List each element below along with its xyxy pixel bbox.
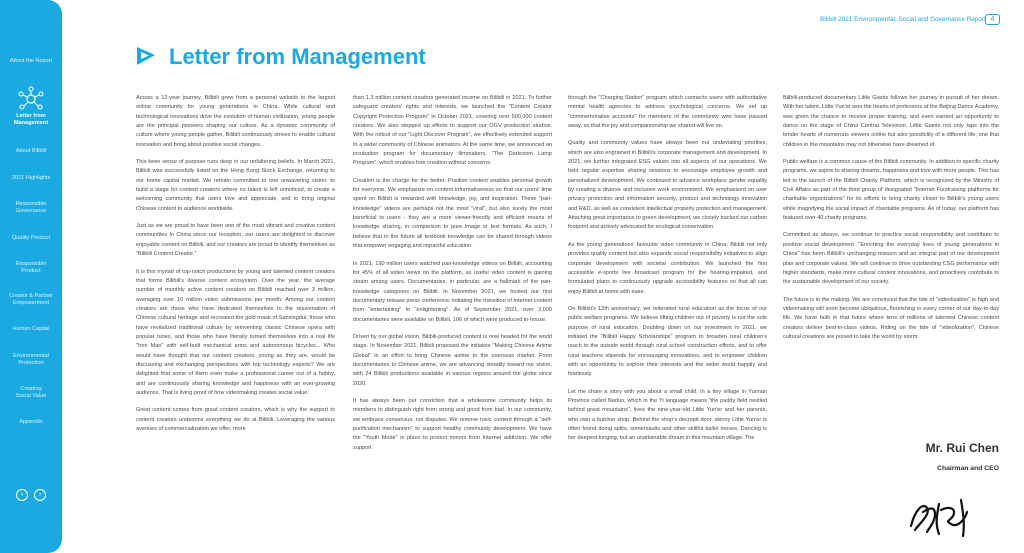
bilibili-play-logo-icon <box>135 46 157 66</box>
paragraph: Bilibili-produced documentary Little Giants follows her journey in pursuit of her dream. With her talent, Little Yun'er won the hearts of professors at the Beijing Dance Academy, was given the chance to receive proper training, and even earned an opportunity to dance on the stage of China Central Television. Little Giants not only taps into the tender hearts of numerous viewers online but also possibility of a different life, one that children in the mountains may not otherwise have dreamed of. <box>783 95 999 148</box>
letter-column-4 <box>783 94 999 464</box>
chevron-right-icon[interactable]: › <box>34 489 46 501</box>
paragraph: Public welfare is a common cause of the Bilibili community. In addition to specific charity programs, we aspire to sharing dreams, happiness and love with more people. This has led to the launch of the Bilibili Charity Platform, which is recognized by the Ministry of Civil Affairs as part of the third group of designated "Internet Fundraising platforms for charitable organizations" for its efforts to bring charity closer to Bilibili's young users while magnifying the social impact of charitable programs. As of today, our platform has featured over 40 charity programs. <box>783 159 999 222</box>
letter-column-2 <box>353 94 552 544</box>
paragraph: through the "Charging Station" program which connects users with authoritative mental health agencies to address psychological concerns. We set up "commemorative accounts" for members of the community who have passed away, so that the joy and companionship we shared will live on. <box>568 95 767 130</box>
sidebar-item-letter-from-management[interactable]: Letter from Management <box>13 113 49 126</box>
paragraph: Committed as always, we continue to practice social responsibility and contribute to positive social development. "Enriching the everyday lives of young generations in China" has been Bilibili's unchanging mission and an integral part of our development plan and corporate values. We will continue to drive outstanding CSG performance with higher standards, make more cultural content innovations, and proactively contribute to the sustainable development of our society. <box>783 232 999 286</box>
sidebar-item-about-the-report[interactable]: About the Report <box>9 58 53 64</box>
paragraph: It has always been our conviction that a wholesome community helps its members to distinguish right from wrong and good from bad. In our community, we embrace consensus, not disputes. We remove toxic content through a "self-purification mechanism" to support healthy community development. We have the "Youth Mode" in place to protect minors from Internet addiction. We offer support <box>353 397 552 451</box>
paragraph: Driven by our global vision, Bilibili-produced content is now headed for the world stage. In November 2021, Bilibili proposed the initiative "Making Chinese Anime Global" in an effort to bring Chinese anime to the overseas market. From documentaries to Chinese anime, we are advancing steadily toward our vision, with 24 Bilibili productions available in various regions around the globe since 2020. <box>353 333 552 387</box>
page-title: Letter from Management <box>169 44 426 69</box>
network-icon <box>17 86 45 112</box>
sidebar-item-quality-product[interactable]: Quality Product <box>11 235 51 241</box>
sidebar-item-creator-partner-empowerment[interactable]: Creator & Partner Empowerment <box>9 293 53 306</box>
chevron-left-icon[interactable]: ‹ <box>16 489 28 501</box>
letter-column-1 <box>136 94 335 544</box>
page-number-badge: 4 <box>985 14 1000 25</box>
sidebar-item-environmental-protection[interactable]: Environmental Protection <box>13 353 49 366</box>
letter-column-3 <box>568 94 767 544</box>
paragraph: than 1.3 million content creators generated income on Bilibili in 2021. To further safeguard creators' rights and interests, we launched the "Content Creator Copyright Protection Program" in October 2021, covering over 500,000 content creators. We also stepped up efforts to support our OGV production studios. With the rollout of our "Light Discover Program", we effectively extended support to a wider community of Chinese animators. At the same time, we announced an incubation program for documentary filmmakers, "The Darkroom Lamp Program", which enables free creation without concerns. <box>353 95 552 167</box>
paragraph: The future is in the making. We are convinced that the tide of "videolization" is high and videomaking will soon become ubiquitous, flourishing in every corner of our day-to-day life. We have faith in that future where tens of millions of talented Chinese content creators deliver best-in-class videos. Riding on the tide of "videolization", Chinese cultural creations are poised to take the world by storm. <box>783 296 999 340</box>
paragraph: Just as we are proud to have been one of the most vibrant and creative content communities in China since our inception, our users are delighted to discover enjoyable content on Bilibili, and our creators are proud to identify themselves as "Bilibili Content Creator." <box>136 223 335 258</box>
report-header-title: Bilibili 2021 Environmental, Social and Governance Report <box>820 16 986 23</box>
paragraph: Across a 12-year journey, Bilibili grew from a personal website to the largest online community for young generations in China. While cultural and technological innovations drive the evolution of human civilization, young people are the principal pioneers shaping our culture. As a dynamic community of culture where young people gather, Bilibili continuously strives to enable cultural innovation and bring about positive social changes. <box>136 95 335 148</box>
paragraph: This keen sense of purpose runs deep in our unfaltering beliefs. In March 2021, Bilibili was successfully listed on the Hong Kong Stock Exchange, returning to our home capital market. We remain committed to one unwavering vision: to build a stage for content creators where no talent is left unnoticed, to create a welcoming community that users love and appreciate, and to bring original Chinese content to audience worldwide. <box>136 159 335 212</box>
paragraph: On Bilibili's 12th anniversary, we reiterated rural education as the focus of our public welfare programs. We believe lifting children out of poverty is not the sole purpose of rural education. Doubling down on our investment in 2021, we initiated the "Bilibili Happy Scholarships" program to broaden rural children's reach to the outside world through rural school construction efforts, and to offer rural teachers stipends for encouraging innovations, and to empower children with an opportunity to explore their interests and the wider world happily and fearlessly. <box>568 305 767 378</box>
paragraph: It is this myriad of top-notch productions by young and talented content creators that forms Bilibili's diverse content ecosystem. Over the year, the average number of monthly active content creators on Bilibili reached over 3 million, averaging over 10 million video submissions per month. Among our content creators are those who have dedicated themselves to the rejuvenation of Chinese cultural heritage and recreated the gold mask of Sanxingdui; those who have revitalized traditional culture by reinventing classic Chinese opera with popular tunes, and those who have literally turned themselves into a real life "Iron Man" with self-built mechanical arms and autonomous bicycles... Who would have thought that our content creators, young as they are, would be discussing and exchanging perspectives with top technology experts? We are delighted that some of them even make a professional career out of a hobby, and are continuously sharing knowledge and happiness with an ever-growing audience. That is living proof of how videomaking creates social value. <box>136 268 335 396</box>
sidebar-item-about-bilibili[interactable]: About Bilibili <box>15 148 47 154</box>
sidebar-item-2021-highlights[interactable]: 2021 Highlights <box>11 175 51 181</box>
paragraph: Quality and community values have always been our undeviating priorities, which are also engrained in Bilibili's corporate management and development. In 2021, we further integrated ESG values into all aspects of our operations. We held regular expertise sharing sessions to encourage employee growth and personalized development. We continued to advance workplace gender equality by creating a diverse and inclusive work environment. We emphasized on user privacy protection and information security, product and technology innovation and R&D, as well as consistent intellectual property protection and management. Attaching great importance to green development, we closely tracked our carbon footprint and actively advocated for ecological conservation. <box>568 140 767 231</box>
sidebar-item-human-capital[interactable]: Human Capital <box>12 326 50 332</box>
paragraph: In 2021, 190 million users watched pan-knowledge videos on Bilibili, accounting for 45% of all video views on the platform, as useful video content is gaining steam among users. Documentaries, in particular, are a hallmark of the pan-knowledge categories on Bilibili. In November 2021, we hosted our first documentary release press conference, initiating the transition of Internet content from "entertaining" to "enlightening". As of September 2021, over 3,000 documentaries were available on Bilibili, 106 of which were produced in-house. <box>353 260 552 323</box>
paragraph: Creation is the charge for the better. Positive content enables personal growth for everyone. We emphasize on content informativeness so that our users' time spent on Bilibili is rewarded with knowledge, joy, and inspiration. These "pan-knowledge" videos are perhaps not the most "viral", but also surely the most beneficial to users - they are a more viewer-friendly and efficient means of knowledge sharing, in comparison to pure image or text formats. As such, I believe that in the future all textbook knowledge can be shared through videos that empower engaging and impactful education. <box>353 177 552 250</box>
sidebar-item-appendix[interactable]: Appendix <box>19 419 43 425</box>
sidebar-nav <box>0 0 62 553</box>
handwritten-signature <box>905 490 985 540</box>
signatory-role: Chairman and CEO <box>937 465 999 472</box>
sidebar-item-responsible-product[interactable]: Responsible Product <box>15 261 47 274</box>
sidebar-item-creating-social-value[interactable]: Creating Social Value <box>15 386 47 399</box>
paragraph: Great content comes from great content creators, which is why the support to content creators underpins everything we do at Bilibili. Leveraging the various avenues of commercialization we offer, more <box>136 407 335 432</box>
sidebar-item-responsible-governance[interactable]: Responsible Governance <box>15 201 47 214</box>
signatory-name: Mr. Rui Chen <box>925 441 999 455</box>
paragraph: Let me share a story with you about a small child. In a tiny village in Yunnan Province called Naduo, which in the Yi language means "the paddy field nestled behind great mountains", lives the nine-year-old Little Yun'er and her parents, who own a butcher shop. Behind the shop's decrepit door, skinny Little Yun'er is often found doing splits, somersaults and other skillful ballet moves. Dancing is her deepest longing, but an unattainable dream in this mountain village. The <box>568 388 767 442</box>
paragraph: As the young generations' favourite video community in China, Bilibili not only provides quality content but also expands social responsibility initiatives to align corporate development with societal contribution. We launched the first accessible e-sports live broadcast program for the hearing-impaired, and formulated plans to continuously upgrade accessibility features so that all can enjoy Bilibili at home with ease. <box>568 241 767 295</box>
page-navigation <box>16 489 48 501</box>
